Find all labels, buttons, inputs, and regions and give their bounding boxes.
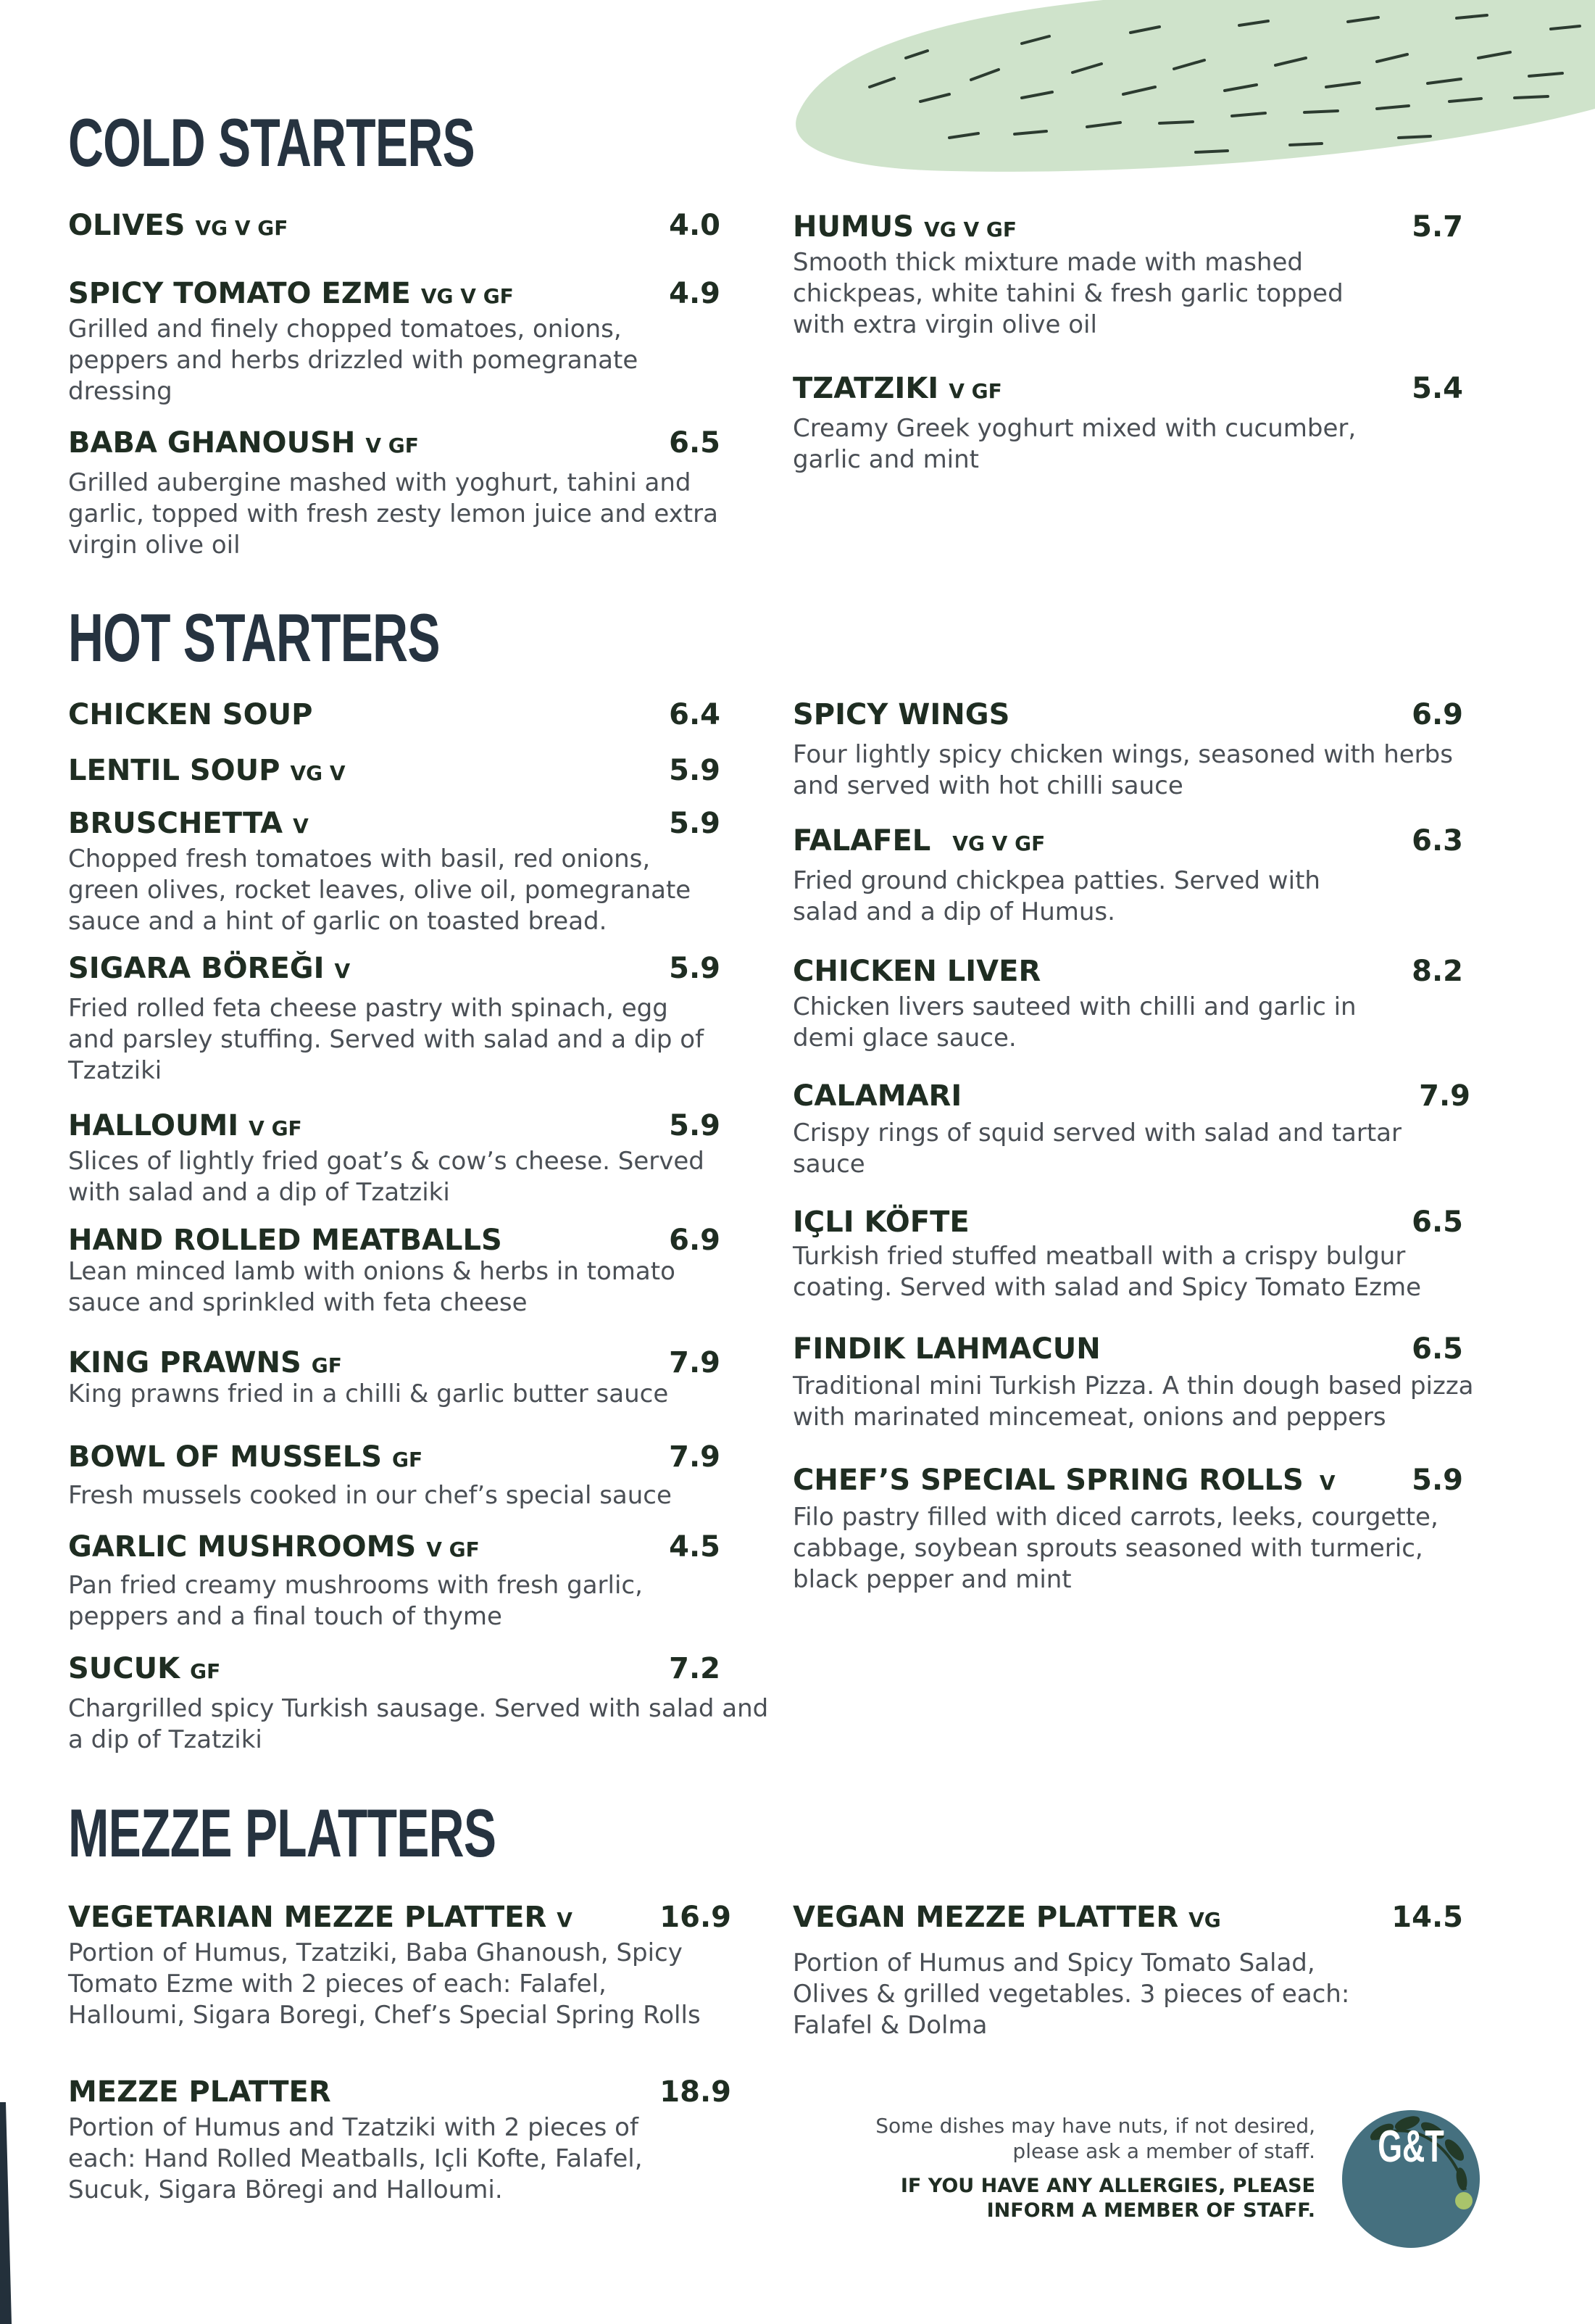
item-name: VEGETARIAN MEZZE PLATTER [68,1901,547,1934]
item-name: GARLIC MUSHROOMS [68,1530,417,1564]
item-price: 7.9 [669,1440,720,1474]
item-description: Chicken livers sauteed with chilli and garlic in demi glace sauce. [793,992,1357,1053]
item-name: FALAFEL [793,824,931,858]
menu-item-hand-rolled-meatballs [68,1220,720,1319]
item-name: KING PRAWNS [68,1346,301,1379]
item-description: Filo pastry filled with diced carrots, leeks, courgette, cabbage, soybean sprouts seasoned with turmeric, black pepper and mint [793,1503,1438,1594]
menu-item-chefs-special-spring-rolls [793,1460,1463,1595]
menu-item-findik-lahmacun [793,1329,1474,1433]
item-tags: GF [392,1448,423,1472]
item-description: Grilled and finely chopped tomatoes, onions, peppers and herbs drizzled with pomegranate dressing [68,315,638,406]
item-name: BABA GHANOUSH [68,426,356,460]
item-description: Slices of lightly fried goat’s & cow’s cheese. Served with salad and a dip of Tzatziki [68,1147,704,1207]
item-tags: VG V GF [924,217,1017,241]
leaf-decoration [783,0,1595,181]
item-name: SUCUK [68,1652,180,1685]
item-price: 5.9 [669,952,720,985]
item-description: Portion of Humus and Spicy Tomato Salad, Olives & grilled vegetables. 3 pieces of each: Falafel & Dolma [793,1949,1350,2040]
item-tags: V GF [949,379,1002,403]
item-tags: V [1319,1471,1336,1495]
item-name: HAND ROLLED MEATBALLS [68,1224,502,1257]
menu-item-vegetarian-mezze-platter [68,1897,731,2031]
item-description: Chopped fresh tomatoes with basil, red onions, green olives, rocket leaves, olive oil, pomegranate sauce and a hint of garlic on toasted bread. [68,844,691,936]
nuts-note: Some dishes may have nuts, if not desired, please ask a member of staff. [875,2114,1315,2163]
menu-item-spicy-tomato-ezme [68,273,720,407]
item-tags: V GF [426,1537,480,1561]
item-description: Four lightly spicy chicken wings, seasoned with herbs and served with hot chilli sauce [793,740,1453,800]
item-price: 6.9 [1412,698,1463,731]
menu-item-king-prawns [68,1342,720,1410]
item-name: HALLOUMI [68,1109,239,1142]
item-description: King prawns fried in a chilli & garlic butter sauce [68,1379,669,1408]
item-description: Fried rolled feta cheese pastry with spinach, egg and parsley stuffing. Served with salad and a dip of Tzatziki [68,994,704,1085]
cold-starters-title: COLD STARTERS [68,104,475,180]
item-name: LENTIL SOUP [68,754,280,787]
item-tags: V [334,959,351,983]
item-tags: V GF [249,1116,302,1140]
menu-item-sucuk [68,1648,769,1756]
item-name: CHEF’S SPECIAL SPRING ROLLS [793,1464,1304,1497]
item-description: Chargrilled spicy Turkish sausage. Served with salad and a dip of Tzatziki [68,1694,769,1754]
item-price: 6.5 [669,426,720,460]
menu-item-garlic-mushrooms [68,1527,720,1632]
item-description: Fresh mussels cooked in our chef’s special sauce [68,1481,672,1510]
item-price: 14.5 [1391,1901,1463,1934]
menu-item-bowl-of-mussels [68,1437,720,1511]
item-tags: GF [311,1353,342,1377]
allergy-warning: IF YOU HAVE ANY ALLERGIES, PLEASE INFORM A MEMBER OF STAFF. [900,2175,1315,2222]
item-description: Fried ground chickpea patties. Served with salad and a dip of Humus. [793,866,1320,926]
item-price: 7.9 [1419,1079,1470,1113]
item-name: OLIVES [68,209,186,242]
item-name: CALAMARI [793,1079,962,1113]
menu-item-olives [68,205,720,246]
item-price: 7.9 [669,1346,720,1379]
item-price: 4.0 [669,209,720,242]
item-name: CHICKEN LIVER [793,955,1041,988]
item-tags: VG [1188,1908,1221,1932]
mezze-platters-title: MEZZE PLATTERS [68,1795,496,1871]
item-price: 4.9 [669,277,720,310]
item-tags: VG V GF [420,284,514,308]
item-description: Lean minced lamb with onions & herbs in tomato sauce and sprinkled with feta cheese [68,1257,675,1317]
item-price: 6.5 [1412,1205,1463,1239]
menu-item-icli-kofte [793,1202,1463,1303]
item-price: 6.3 [1412,824,1463,858]
edge-decoration [0,2102,17,2324]
item-description: Creamy Greek yoghurt mixed with cucumber, garlic and mint [793,414,1357,474]
menu-item-bruschetta [68,803,720,937]
item-name: MEZZE PLATTER [68,2075,331,2109]
item-name: FINDIK LAHMACUN [793,1332,1101,1366]
item-tags: GF [190,1659,221,1683]
item-name: HUMUS [793,210,915,244]
menu-item-spicy-wings [793,694,1463,802]
item-description: Traditional mini Turkish Pizza. A thin dough based pizza with marinated mincemeat, onions and peppers [793,1371,1474,1432]
item-tags: VG V [290,761,346,785]
item-name: SPICY WINGS [793,698,1010,731]
menu-item-falafel [793,821,1463,928]
item-name: SPICY TOMATO EZME [68,277,411,310]
logo-text: G&T [1378,2122,1444,2172]
item-name: VEGAN MEZZE PLATTER [793,1901,1179,1934]
item-price: 5.9 [669,754,720,787]
item-description: Portion of Humus and Tzatziki with 2 pieces of each: Hand Rolled Meatballs, Içli Kofte, Falafel, Sucuk, Sigara Böregi and Halloumi. [68,2113,643,2204]
menu-item-halloumi [68,1105,720,1208]
item-description: Smooth thick mixture made with mashed chickpeas, white tahini & fresh garlic topped with extra virgin olive oil [793,248,1344,339]
item-price: 5.9 [669,1109,720,1142]
item-description: Turkish fried stuffed meatball with a crispy bulgur coating. Served with salad and Spicy Tomato Ezme [793,1242,1421,1302]
menu-item-sigara-boregi [68,948,720,1087]
menu-item-vegan-mezze-platter [793,1897,1463,2041]
item-price: 16.9 [659,1901,731,1934]
item-price: 8.2 [1412,955,1463,988]
item-description: Pan fried creamy mushrooms with fresh garlic, peppers and a final touch of thyme [68,1571,643,1631]
item-name: TZATZIKI [793,372,939,405]
menu-item-chicken-soup [68,694,720,735]
item-name: CHICKEN SOUP [68,698,313,731]
menu-item-calamari [793,1076,1470,1180]
item-price: 6.9 [669,1224,720,1257]
menu-item-tzatziki [793,368,1463,476]
item-price: 6.5 [1412,1332,1463,1366]
allergy-notice [826,2113,1315,2223]
item-tags: VG V GF [952,831,1046,855]
item-description: Portion of Humus, Tzatziki, Baba Ghanoush, Spicy Tomato Ezme with 2 pieces of each: Falafel, Halloumi, Sigara Boregi, Chef’s Special Spring Rolls [68,1938,701,2030]
menu-item-lentil-soup [68,750,720,791]
menu-item-mezze-platter [68,2072,731,2206]
item-name: BOWL OF MUSSELS [68,1440,383,1474]
item-price: 5.9 [1412,1464,1463,1497]
item-tags: V [557,1908,572,1932]
menu-item-humus [793,207,1463,341]
item-price: 5.4 [1412,372,1463,405]
item-price: 4.5 [669,1530,720,1564]
item-tags: VG V GF [195,216,288,240]
menu-item-baba-ghanoush [68,423,720,561]
item-price: 7.2 [669,1652,720,1685]
item-name: SIGARA BÖREĞI [68,952,325,985]
item-price: 6.4 [669,698,720,731]
item-description: Crispy rings of squid served with salad and tartar sauce [793,1119,1402,1179]
item-price: 18.9 [659,2075,731,2109]
item-name: BRUSCHETTA [68,807,283,840]
item-price: 5.7 [1412,210,1463,244]
item-tags: V [293,814,309,838]
item-name: IÇLI KÖFTE [793,1205,970,1239]
menu-item-chicken-liver [793,951,1463,1054]
hot-starters-title: HOT STARTERS [68,599,440,676]
item-tags: V GF [365,433,419,457]
item-price: 5.9 [669,807,720,840]
item-description: Grilled aubergine mashed with yoghurt, tahini and garlic, topped with fresh zesty lemon juice and extra virgin olive oil [68,468,718,560]
